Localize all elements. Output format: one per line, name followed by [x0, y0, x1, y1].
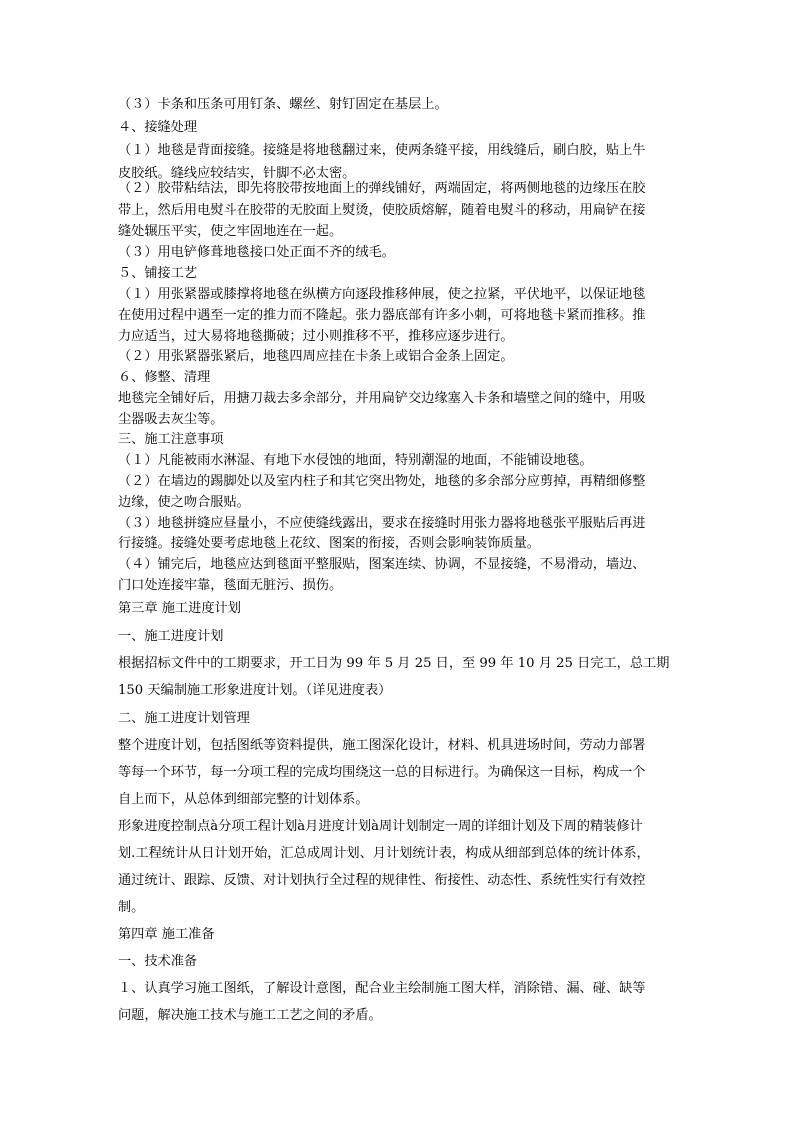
chapter-heading: 第三章 施工进度计划 — [118, 601, 241, 616]
text-line: 地毯完全铺好后，用搪刀裁去多余部分，并用扁铲交边缘塞入卡条和墙壁之间的缝中，用吸 — [118, 391, 646, 406]
text-line: 缝处辗压平实，使之牢固地连在一起。 — [118, 224, 343, 239]
text-line: 尘器吸去灰尘等。 — [118, 412, 224, 427]
text-line: （２）胶带粘结法，即先将胶带按地面上的弹线铺好，两端固定，将两侧地毯的边缘压在胶 — [118, 181, 646, 196]
text-line: 形象进度控制点à分项工程计划à月进度计划à周计划制定一周的详细计划及下周的精装修计 — [118, 819, 643, 834]
text-line: 制。 — [118, 900, 145, 915]
section-heading: ６、修整、清理 — [118, 370, 211, 385]
section-heading: ４、接缝处理 — [118, 120, 198, 135]
text-line: （４）铺完后，地毯应达到毯面平整服贴，图案连续、协调，不显接缝，不易滑动，墙边、 — [118, 557, 646, 572]
text-line: 问题，解决施工技术与施工工艺之间的矛盾。 — [118, 1008, 382, 1023]
text-line: 皮胶纸。缝线应较结实，针脚不必太密。 — [118, 166, 356, 181]
text-line: （１）用张紧器或膝撑将地毯在纵横方向逐段推移伸展，使之拉紧，平伏地平，以保证地毯 — [118, 287, 646, 302]
text-line: 自上而下，从总体到细部完整的计划体系。 — [118, 792, 369, 807]
text-line: 在使用过程中遇至一定的推力而不隆起。张力器底部有许多小刺，可将地毯卡紧而推移。推 — [118, 308, 646, 323]
text-line: 整个进度计划，包括图纸等资料提供，施工图深化设计，材料、机具进场时间，劳动力部署 — [118, 738, 646, 753]
text-line: 150 天编制施工形象进度计划。（详见进度表） — [118, 683, 392, 698]
text-line: 带上，然后用电熨斗在胶带的无胶面上熨烫，使胶质熔解，随着电熨斗的移动，用扁铲在接 — [118, 203, 646, 218]
text-line: 行接缝。接缝处要考虑地毯上花纹、图案的衔接，否则会影响装饰质量。 — [118, 536, 540, 551]
section-heading: 一、技术准备 — [118, 954, 198, 969]
text-line: （３）用电铲修葺地毯接口处正面不齐的绒毛。 — [118, 245, 395, 260]
text-line: １、认真学习施工图纸，了解设计意图，配合业主绘制施工图大样，消除错、漏、碰、缺等 — [118, 981, 646, 996]
text-line: 力应适当，过大易将地毯撕破；过小则推移不平，推移应逐步进行。 — [118, 329, 514, 344]
text-line: 通过统计、跟踪、反馈、对计划执行全过程的规律性、衔接性、动态性、系统性实行有效控 — [118, 873, 646, 888]
text-line: （１）地毯是背面接缝。接缝是将地毯翻过来，使两条缝平接，用线缝后，刷白胶，贴上牛 — [118, 143, 646, 158]
text-line: 门口处连接牢靠，毯面无脏污、损伤。 — [118, 578, 343, 593]
text-line: （３）卡条和压条可用钉条、螺丝、射钉固定在基层上。 — [118, 97, 448, 112]
chapter-heading: 第四章 施工准备 — [118, 927, 215, 942]
section-heading: ５、铺接工艺 — [118, 266, 198, 281]
text-line: （２）在墙边的踢脚处以及室内柱子和其它突出物处，地毯的多余部分应剪掉，再精细修整 — [118, 474, 646, 489]
section-heading: 三、施工注意事项 — [118, 432, 224, 447]
text-line: （２）用张紧器张紧后，地毯四周应挂在卡条上或铝合金条上固定。 — [118, 349, 514, 364]
text-line: 等每一个环节，每一分项工程的完成均围绕这一总的目标进行。为确保这一目标，构成一个 — [118, 765, 646, 780]
text-line: 划.工程统计从日计划开始，汇总成周计划、月计划统计表，构成从细部到总体的统计体系， — [118, 846, 650, 861]
text-line: （１）凡能被雨水淋湿、有地下水侵蚀的地面，特别潮湿的地面，不能铺设地毯。 — [118, 453, 593, 468]
text-line: （３）地毯拼缝应昼量小，不应使缝线露出，要求在接缝时用张力器将地毯张平服贴后再进 — [118, 516, 646, 531]
section-heading: 二、施工进度计划管理 — [118, 711, 250, 726]
section-heading: 一、施工进度计划 — [118, 629, 224, 644]
text-line: 根据招标文件中的工期要求，开工日为 99 年 5 月 25 日，至 99 年 10 月 25 日完工，总工期 — [118, 656, 670, 671]
text-line: 边缘，使之吻合服贴。 — [118, 495, 250, 510]
